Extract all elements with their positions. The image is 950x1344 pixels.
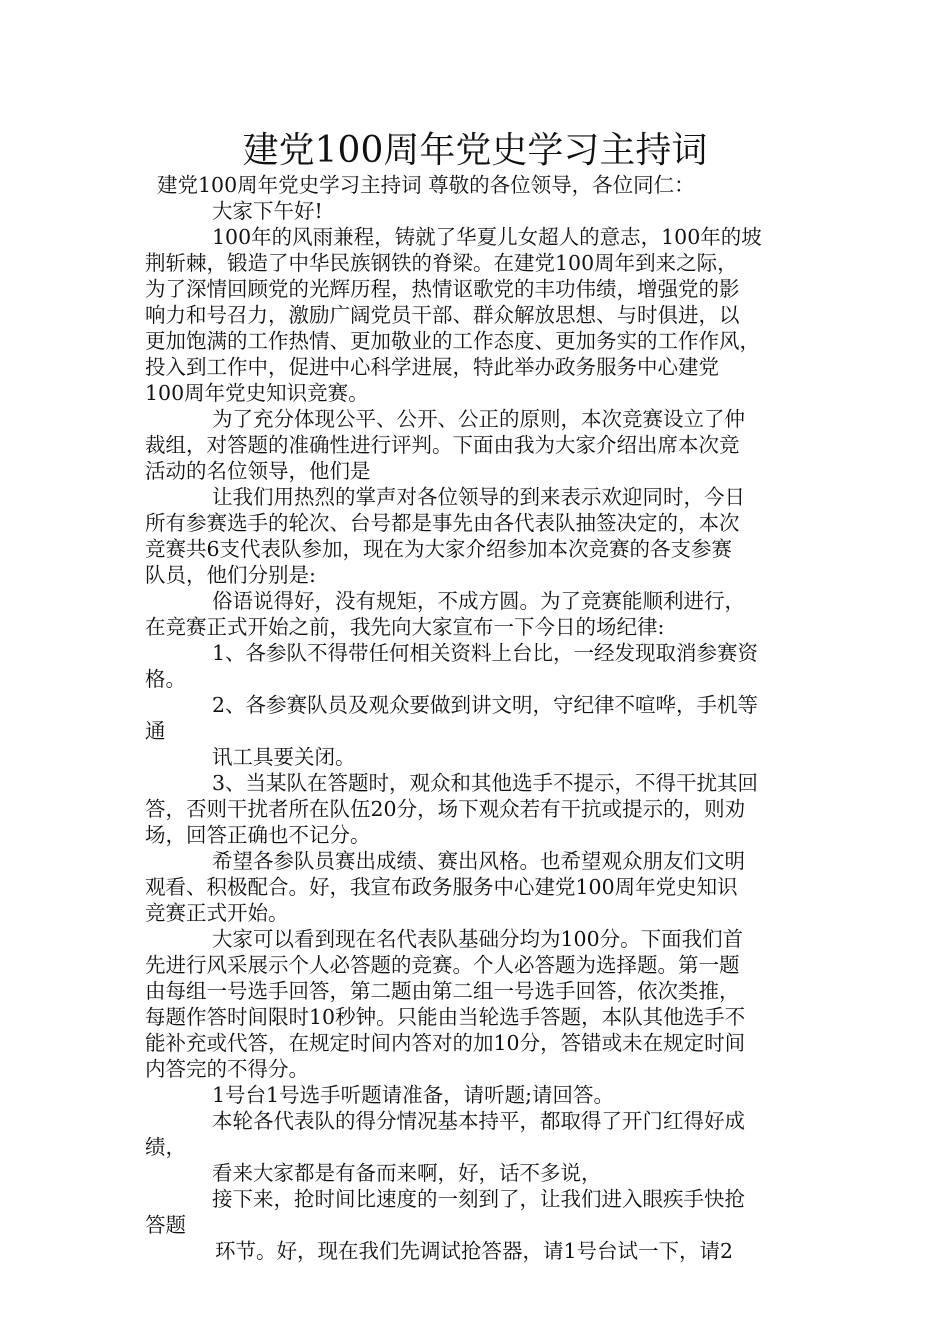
paragraph-line: 接下来，抢时间比速度的一刻到了，让我们进入眼疾手快抢 bbox=[212, 1187, 745, 1211]
document-title: 建党100周年党史学习主持词 bbox=[242, 130, 708, 171]
paragraph-line: 让我们用热烈的掌声对各位领导的到来表示欢迎同时，今日 bbox=[212, 485, 745, 509]
paragraph-line: 俗语说得好，没有规矩，不成方圆。为了竞赛能顺利进行， bbox=[212, 589, 745, 613]
paragraph-line: 讯工具要关闭。 bbox=[212, 745, 356, 769]
rule-item-1: 1、各参队不得带任何相关资料上台比，一经发现取消参赛资 bbox=[212, 641, 759, 665]
paragraph-line: 队员，他们分别是: bbox=[145, 563, 316, 587]
paragraph-line: 在竞赛正式开始之前，我先向大家宣布一下今日的场纪律: bbox=[145, 615, 665, 639]
paragraph-line: 竞赛共6支代表队参加，现在为大家介绍参加本次竞赛的各支参赛 bbox=[145, 537, 733, 561]
rule-item-2: 2、各参赛队员及观众要做到讲文明，守纪律不喧哗，手机等 bbox=[212, 693, 759, 717]
paragraph-line: 通 bbox=[145, 719, 166, 743]
paragraph-line: 投入到工作中，促进中心科学进展，特此举办政务服务中心建党 bbox=[145, 355, 719, 379]
paragraph-line: 为了充分体现公平、公开、公正的原则，本次竞赛设立了仲 bbox=[212, 407, 745, 431]
paragraph-line: 内答完的不得分。 bbox=[145, 1057, 309, 1081]
rule-item-3: 3、当某队在答题时，观众和其他选手不提示，不得干扰其回 bbox=[212, 771, 759, 795]
document-body bbox=[145, 172, 825, 1264]
paragraph-line: 荆斩棘，锻造了中华民族钢铁的脊梁。在建党100周年到来之际， bbox=[145, 251, 738, 275]
paragraph-line: 场，回答正确也不记分。 bbox=[145, 823, 371, 847]
paragraph-line: 希望各参队员赛出成绩、赛出风格。也希望观众朋友们文明 bbox=[212, 849, 745, 873]
paragraph-line: 能补充或代答，在规定时间内答对的加10分，答错或未在规定时间 bbox=[145, 1031, 746, 1055]
paragraph-line: 活动的名位领导，他们是 bbox=[145, 459, 371, 483]
paragraph-line: 每题作答时间限时10秒钟。只能由当轮选手答题，本队其他选手不 bbox=[145, 1005, 746, 1029]
paragraph-line: 绩， bbox=[145, 1135, 186, 1159]
paragraph-line: 大家可以看到现在名代表队基础分均为100分。下面我们首 bbox=[212, 927, 744, 951]
paragraph-line: 100周年党史知识竞赛。 bbox=[145, 381, 369, 405]
paragraph-line: 100年的风雨兼程，铸就了华夏儿女超人的意志，100年的坡 bbox=[212, 225, 762, 249]
paragraph-line: 格。 bbox=[145, 667, 186, 691]
paragraph-line: 答，否则干扰者所在队伍20分，场下观众若有干抗或提示的，则劝 bbox=[145, 797, 746, 821]
paragraph-line: 更加饱满的工作热情、更加敬业的工作态度、更加务实的工作作风， bbox=[145, 329, 760, 353]
paragraph-line: 答题 bbox=[145, 1213, 186, 1237]
paragraph-line: 响力和号召力，激励广阔党员干部、群众解放思想、与时俱进，以 bbox=[145, 303, 740, 327]
paragraph-line: 1号台1号选手听题请准备，请听题;请回答。 bbox=[212, 1083, 614, 1107]
paragraph-line: 环节。好，现在我们先调试抢答器，请1号台试一下，请2 bbox=[215, 1239, 734, 1263]
paragraph-line: 所有参赛选手的轮次、台号都是事先由各代表队抽签决定的，本次 bbox=[145, 511, 740, 535]
paragraph-line: 裁组，对答题的准确性进行评判。下面由我为大家介绍出席本次竞 bbox=[145, 433, 740, 457]
paragraph-line: 由每组一号选手回答，第二题由第二组一号选手回答，依次类推， bbox=[145, 979, 740, 1003]
paragraph-line: 看来大家都是有备而来啊，好，话不多说， bbox=[212, 1161, 602, 1185]
paragraph-line: 先进行风采展示个人必答题的竞赛。个人必答题为选择题。第一题 bbox=[145, 953, 740, 977]
greeting-line: 大家下午好! bbox=[212, 199, 323, 223]
paragraph-line: 竞赛正式开始。 bbox=[145, 901, 289, 925]
paragraph-line: 观看、积极配合。好，我宣布政务服务中心建党100周年党史知识 bbox=[145, 875, 738, 899]
paragraph-line: 本轮各代表队的得分情况基本持平，都取得了开门红得好成 bbox=[212, 1109, 745, 1133]
paragraph-line: 为了深情回顾党的光辉历程，热情讴歌党的丰功伟绩，增强党的影 bbox=[145, 277, 740, 301]
opening-line: 建党100周年党史学习主持词 尊敬的各位领导，各位同仁： bbox=[157, 173, 695, 197]
